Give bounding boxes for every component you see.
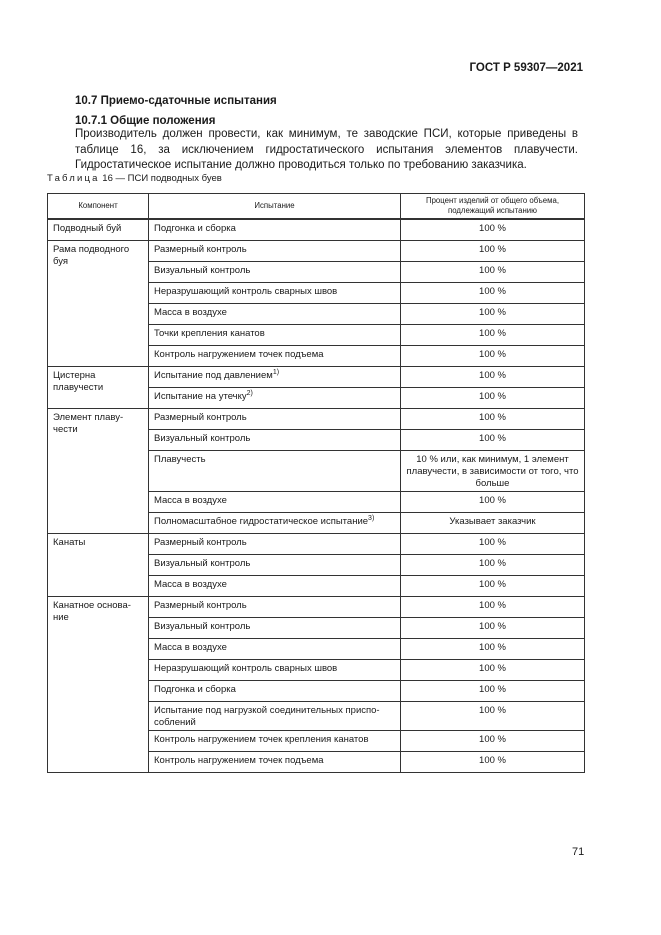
percent-cell: 100 % xyxy=(401,534,585,555)
percent-cell: 100 % xyxy=(401,681,585,702)
percent-cell: 100 % xyxy=(401,262,585,283)
percent-cell: 100 % xyxy=(401,241,585,262)
test-cell xyxy=(149,388,401,409)
test-cell xyxy=(149,325,401,346)
percent-cell: 100 % xyxy=(401,325,585,346)
test-name: Визуальный контроль xyxy=(154,265,251,276)
percent-cell: 100 % xyxy=(401,283,585,304)
test-name: Плавучесть xyxy=(154,454,206,465)
test-cell xyxy=(149,492,401,513)
test-cell xyxy=(149,367,401,388)
header-test: Испытание xyxy=(149,194,401,220)
test-name: Размерный контроль xyxy=(154,537,247,548)
table-row xyxy=(48,534,585,555)
percent-cell: 100 % xyxy=(401,430,585,451)
test-cell xyxy=(149,555,401,576)
test-cell xyxy=(149,451,401,492)
table-row xyxy=(48,241,585,262)
table-caption-text: 16 — ПСИ подводных буев xyxy=(99,173,222,184)
component-cell: Канатное основа-ние xyxy=(48,597,149,773)
component-cell: Подводный буй xyxy=(48,219,149,241)
test-cell xyxy=(149,681,401,702)
test-name: Визуальный контроль xyxy=(154,621,251,632)
test-cell xyxy=(149,597,401,618)
table-row xyxy=(48,409,585,430)
table-caption xyxy=(47,173,222,184)
table-row xyxy=(48,219,585,241)
test-name: Неразрушающий контроль сварных швов xyxy=(154,286,338,297)
table-header-row xyxy=(48,194,585,220)
footnote-ref: 3) xyxy=(368,515,375,522)
test-name: Испытание на утечку xyxy=(154,391,247,402)
percent-cell: 100 % xyxy=(401,555,585,576)
test-name: Точки крепления канатов xyxy=(154,328,265,339)
test-cell xyxy=(149,283,401,304)
percent-cell: 100 % xyxy=(401,731,585,752)
test-name: Испытание под давлением xyxy=(154,370,273,381)
test-cell xyxy=(149,702,401,731)
test-cell xyxy=(149,752,401,773)
test-name: Масса в воздухе xyxy=(154,495,227,506)
test-cell xyxy=(149,576,401,597)
footnote-ref: 1) xyxy=(272,369,280,376)
test-name: Визуальный контроль xyxy=(154,433,251,444)
table-row xyxy=(48,367,585,388)
table-caption-prefix: Таблица xyxy=(47,173,100,184)
test-cell xyxy=(149,304,401,325)
test-cell xyxy=(149,660,401,681)
test-name: Контроль нагружением точек подъема xyxy=(154,755,324,766)
test-name: Контроль нагружением точек крепления канатов xyxy=(154,734,369,745)
test-name: Размерный контроль xyxy=(154,600,247,611)
percent-cell: 100 % xyxy=(401,219,585,241)
test-cell xyxy=(149,430,401,451)
test-name: Подгонка и сборка xyxy=(154,684,236,695)
percent-cell: 100 % xyxy=(401,660,585,681)
percent-cell: 100 % xyxy=(401,367,585,388)
test-cell xyxy=(149,241,401,262)
footnote-ref: 2) xyxy=(246,390,253,397)
test-name: Неразрушающий контроль сварных швов xyxy=(154,663,338,674)
psi-table xyxy=(47,193,585,773)
percent-cell: 100 % xyxy=(401,346,585,367)
test-cell xyxy=(149,513,401,534)
percent-cell: 100 % xyxy=(401,388,585,409)
test-name: Масса в воздухе xyxy=(154,579,227,590)
subsection-title: 10.7.1 Общие положения xyxy=(75,115,216,127)
test-name: Размерный контроль xyxy=(154,412,247,423)
test-cell xyxy=(149,618,401,639)
body-paragraph: Производитель должен провести, как минимум, те заводские ПСИ, которые приведены в таблице 16, за исключением гидростатического испытания элементов плавучести. Гидростатическое испытание должно проводиться только по требованию заказчика. xyxy=(75,128,578,171)
component-cell: Рама подводного буя xyxy=(48,241,149,367)
test-name: Полномасштабное гидростатическое испытание xyxy=(154,516,369,527)
test-cell xyxy=(149,346,401,367)
percent-cell: Указывает заказчик xyxy=(401,513,585,534)
component-cell: Элемент плаву-чести xyxy=(48,409,149,534)
percent-cell: 10 % или, как минимум, 1 элемент плавучести, в зависимости от того, что больше xyxy=(401,451,585,492)
percent-cell: 100 % xyxy=(401,492,585,513)
component-cell: Цистерна плавучести xyxy=(48,367,149,409)
percent-cell: 100 % xyxy=(401,639,585,660)
test-name: Испытание под нагрузкой соединительных приспо-соблений xyxy=(154,705,380,728)
percent-cell: 100 % xyxy=(401,752,585,773)
header-component: Компонент xyxy=(48,194,149,220)
header-percent: Процент изделий от общего объема, подлежащий испытанию xyxy=(401,194,585,220)
test-name: Масса в воздухе xyxy=(154,307,227,318)
percent-cell: 100 % xyxy=(401,702,585,731)
section-title: 10.7 Приемо-сдаточные испытания xyxy=(75,95,277,107)
table-row xyxy=(48,597,585,618)
test-name: Размерный контроль xyxy=(154,244,247,255)
test-cell xyxy=(149,219,401,241)
test-cell xyxy=(149,731,401,752)
page-number: 71 xyxy=(572,846,585,858)
test-cell xyxy=(149,639,401,660)
test-name: Контроль нагружением точек подъема xyxy=(154,349,324,360)
component-cell: Канаты xyxy=(48,534,149,597)
test-cell xyxy=(149,409,401,430)
test-name: Визуальный контроль xyxy=(154,558,251,569)
test-name: Подгонка и сборка xyxy=(154,223,236,234)
percent-cell: 100 % xyxy=(401,409,585,430)
test-cell xyxy=(149,534,401,555)
percent-cell: 100 % xyxy=(401,304,585,325)
test-name: Масса в воздухе xyxy=(154,642,227,653)
test-cell xyxy=(149,262,401,283)
percent-cell: 100 % xyxy=(401,618,585,639)
percent-cell: 100 % xyxy=(401,576,585,597)
document-id: ГОСТ Р 59307—2021 xyxy=(469,62,583,74)
percent-cell: 100 % xyxy=(401,597,585,618)
